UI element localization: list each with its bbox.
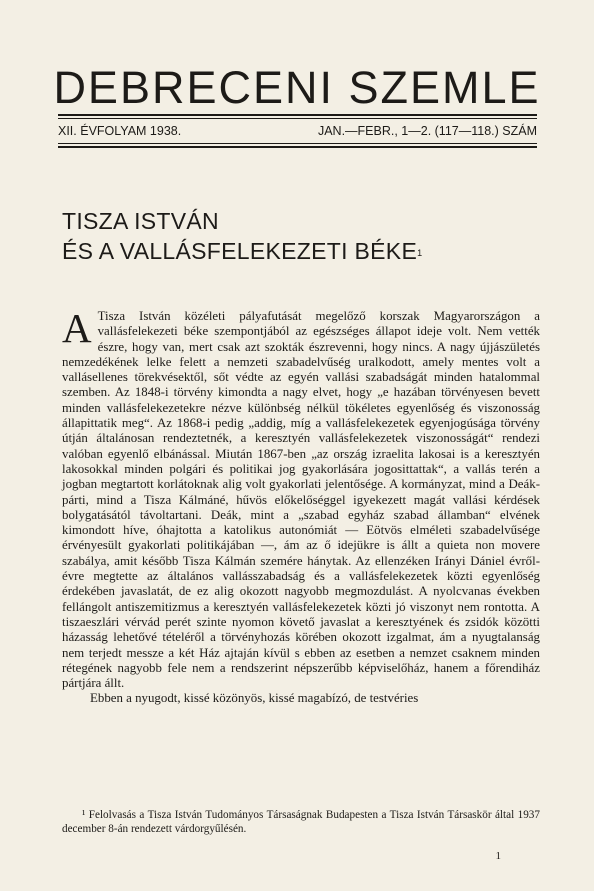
issue-rule-thick	[58, 146, 537, 148]
issue-rule-thin	[58, 143, 537, 144]
footnote-mark: ¹	[82, 809, 86, 821]
masthead-rule-top-thin	[58, 118, 537, 119]
article-title-line-1: TISZA ISTVÁN	[62, 208, 219, 234]
article-title-line-2-text: ÉS A VALLÁSFELEKEZETI BÉKE	[62, 238, 418, 264]
article-title	[62, 206, 542, 266]
paragraph-1-text: Tisza István közéleti pályafutását megelőző korszak Magyarországon a vallásfelekezeti béke szempontjából az egészséges állapot ideje volt. Nem vették észre, hogy van, mert csak azt szokták észrevenni, hogy nincs. A nagy újjászületés nemzedékének lelke felett a nemzeti szabadelvűség uralkodott, amely mentes volt a vallásellenes törekvésektől, sőt védte az egyén vallási szabadságát minden hatalommal szemben. Az 1848-i törvény kimondta a nagy elvet, hogy „e hazában törvényesen bevett minden vallásfelekezetekre nézve különbség nélkül tökéletes egyenlőség és viszonosság állapittatik meg“. Az 1868-i pedig „addig, míg a vallásfelekezetek egyenjogúsága törvény útján általánosan rendeztetnék, a keresztyén vallásfelekezetek viszonosságát“ rendezi valóban egyenlő elbánással. Miután 1867-ben „az ország izraelita lakosai is a keresztyén lakosokkal minden polgári és politikai jog gyakorlására jogosittattak“, a vallás terén a jogban megtartott korlátoknak alig volt gyakorlati jelentősége. A kormányzat, mind a Deák-párti, mind a Tisza Kálmáné, hűvös előkelőséggel igyekezett magát vallási kérdések bolygatásától távoltartani. Deák, mint a „szabad egyház szabad államban“ elvének kimondott híve, óhajtotta a katolikus autonómiát — Eötvös elméleti szabadelvűsége érvényesült gyakorlati politikájában —, ám az ő idejükre is állt a quieta non movere szabálya, amit később Tisza Kálmán szemére hánytak. Az ellenzéken Irányi Dániel évről-évre megtette az általános vallásszabadság és a vallásfelekezetek közti egyenlőség érdekében javaslatát, de ez alig okozott nagyobb megmozdulást. A nyolcvanas években fellángolt antiszemitizmus a keresztyén vallásfelekezetek közti jó viszonyt nem rontotta. A tiszaeszlári vérvád perét szinte nyomon követő javaslat a keresztyének és zsidók közötti házasság lehetővé tételéről a törvényhozás körében okozott izgalmat, ám a nyugtalanság nem terjedt messze a két Ház ajtaján kívül s ebben az esetben a nemzet csaknem minden rétegének nagyobb fele nem a rendszerint népszerűbb képviselőház, hanem a főrendiház pártjára állt.	[62, 309, 540, 691]
footnote-text: Felolvasás a Tisza István Tudományos Társaságnak Budapesten a Tisza István Társaskör által 1937 december 8-án rendezett várdorgyűlésén.	[62, 809, 540, 835]
masthead-rule-top-thick	[58, 114, 537, 116]
journal-masthead: DEBRECENI SZEMLE	[53, 62, 541, 113]
article-body	[62, 305, 540, 707]
page-number-text: 1	[495, 850, 501, 862]
article-title-line-2	[62, 236, 542, 266]
title-footnote-mark: 1	[417, 248, 423, 258]
page-number	[0, 850, 594, 862]
footnote	[62, 809, 540, 836]
paragraph-1	[62, 305, 540, 691]
paragraph-2: Ebben a nyugodt, kissé közönyös, kissé magabízó, de testvéries	[90, 691, 419, 706]
drop-cap: A	[62, 305, 92, 351]
issue-line	[58, 124, 537, 138]
issue-number: JAN.—FEBR., 1—2. (117—118.) SZÁM	[317, 124, 537, 138]
volume-year: XII. ÉVFOLYAM 1938.	[58, 124, 182, 138]
